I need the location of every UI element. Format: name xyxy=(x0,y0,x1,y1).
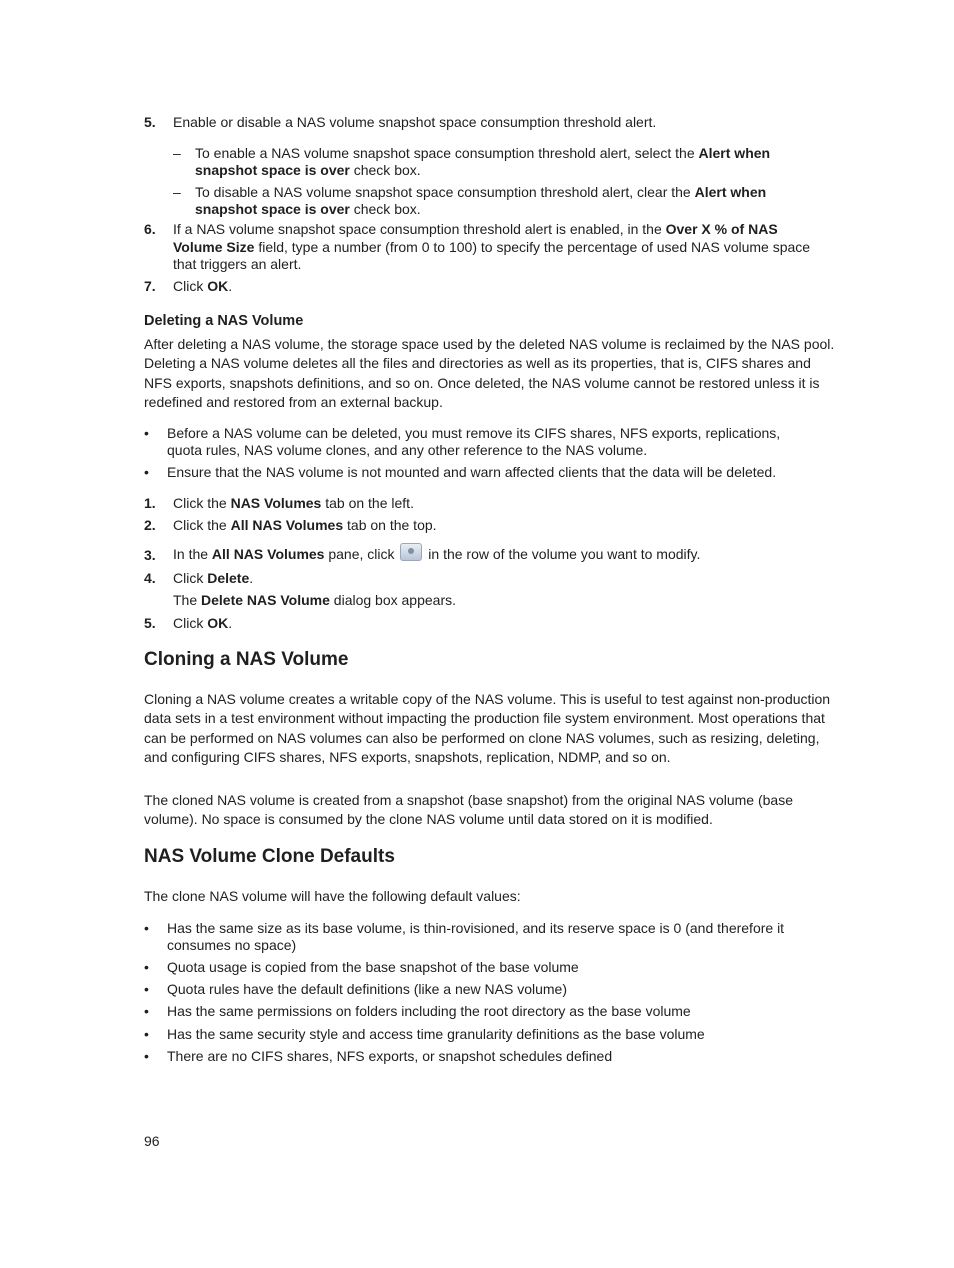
section-heading: Cloning a NAS Volume xyxy=(144,649,349,670)
step-text: In the All NAS Volumes pane, click in the row of the volume you want to modify. xyxy=(173,543,838,565)
bullet: • xyxy=(144,981,149,997)
section-heading: Deleting a NAS Volume xyxy=(144,313,304,329)
bullet: • xyxy=(144,464,149,480)
bullet-text: Has the same size as its base volume, is thin-rovisioned, and its reserve space is 0 (and therefore it consumes no space) xyxy=(167,920,785,953)
bullet-text: There are no CIFS shares, NFS exports, or snapshot schedules defined xyxy=(167,1048,613,1064)
step-number: 1. xyxy=(144,495,156,511)
settings-icon[interactable] xyxy=(400,543,422,561)
sub-step-text: To enable a NAS volume snapshot space consumption threshold alert, select the Alert when snapshot space is over check box. xyxy=(195,145,771,178)
step-text: Click OK. xyxy=(173,615,233,631)
step-number: 5. xyxy=(144,114,156,130)
bullet-text: Before a NAS volume can be deleted, you must remove its CIFS shares, NFS exports, replications, quota rules, NAS volume clones, and any other reference to the NAS volume. xyxy=(167,425,781,458)
bullet: • xyxy=(144,1003,149,1019)
step-text: Click OK. xyxy=(173,278,233,294)
bullet: • xyxy=(144,425,149,441)
bullet-text: Quota usage is copied from the base snapshot of the base volume xyxy=(167,959,579,975)
sub-dash: – xyxy=(173,184,181,200)
step-text: Click Delete. xyxy=(173,570,254,586)
paragraph: Cloning a NAS volume creates a writable copy of the NAS volume. This is useful to test against non-production data sets in a test environment without impacting the production file system environment. Most operations that can be performed on NAS volumes can also be performed on clone NAS volumes, such as resizing, deleting, and configuring CIFS shares, NFS exports, snapshots, replication, NDMP, and so on. xyxy=(144,691,831,765)
paragraph: The cloned NAS volume is created from a snapshot (base snapshot) from the original NAS volume (base volume). No space is consumed by the clone NAS volume until data stored on it is modified. xyxy=(144,792,793,828)
step-number: 4. xyxy=(144,570,156,586)
step-text: If a NAS volume snapshot space consumption threshold alert is enabled, in the Over X % of NAS Volume Size field, type a number (from 0 to 100) to specify the percentage of used NAS volume space that triggers an alert. xyxy=(173,221,811,272)
step-text: Enable or disable a NAS volume snapshot space consumption threshold alert. xyxy=(173,114,657,130)
bullet: • xyxy=(144,920,149,936)
paragraph: After deleting a NAS volume, the storage space used by the deleted NAS volume is reclaimed by the NAS pool. Deleting a NAS volume deletes all the files and directories as well as its properties, that is, CIFS shares and NFS exports, snapshots definitions, and so on. Once deleted, the NAS volume cannot be restored unless it is redefined and restored from an external backup. xyxy=(144,336,835,410)
step-number: 3. xyxy=(144,547,156,563)
bullet: • xyxy=(144,1026,149,1042)
step-number: 6. xyxy=(144,221,156,237)
page-number: 96 xyxy=(144,1133,160,1149)
step-number: 7. xyxy=(144,278,156,294)
bullet-text: Quota rules have the default definitions (like a new NAS volume) xyxy=(167,981,567,997)
bullet: • xyxy=(144,959,149,975)
step-number: 5. xyxy=(144,615,156,631)
paragraph: The clone NAS volume will have the following default values: xyxy=(144,888,521,904)
sub-dash: – xyxy=(173,145,181,161)
bullet-text: Ensure that the NAS volume is not mounted and warn affected clients that the data will be deleted. xyxy=(167,464,777,480)
bullet: • xyxy=(144,1048,149,1064)
step-result-text: The Delete NAS Volume dialog box appears. xyxy=(173,592,456,608)
step-text: Click the All NAS Volumes tab on the top. xyxy=(173,517,437,533)
step-number: 2. xyxy=(144,517,156,533)
sub-step-text: To disable a NAS volume snapshot space consumption threshold alert, clear the Alert when snapshot space is over check box. xyxy=(195,184,767,217)
step-text: Click the NAS Volumes tab on the left. xyxy=(173,495,414,511)
section-heading: NAS Volume Clone Defaults xyxy=(144,846,395,867)
bullet-text: Has the same security style and access time granularity definitions as the base volume xyxy=(167,1026,705,1042)
bullet-text: Has the same permissions on folders including the root directory as the base volume xyxy=(167,1003,691,1019)
